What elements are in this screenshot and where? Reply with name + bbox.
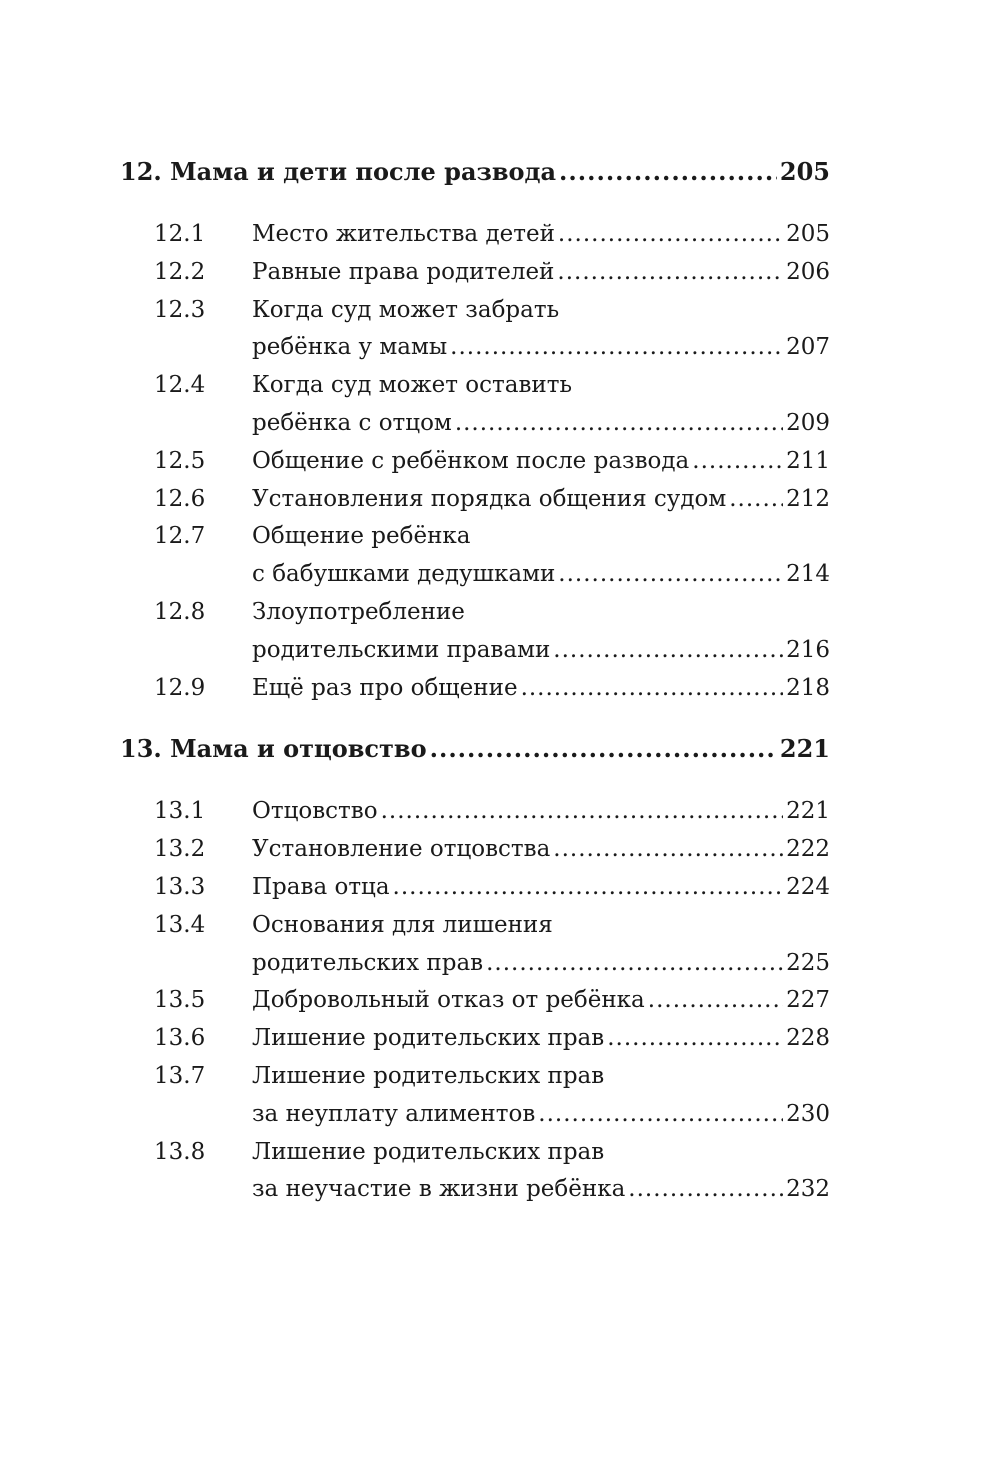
entry-title: Установления порядка общения судом (252, 485, 727, 512)
chapter-page-number: 205 (779, 157, 830, 186)
leader-dots (450, 329, 783, 367)
chapter-title: 13. Мама и отцовство (120, 734, 427, 764)
leader-dots (558, 556, 783, 594)
entry-page-number: 228 (786, 1025, 830, 1052)
leader-dots (430, 727, 777, 771)
leader-dots (486, 945, 783, 983)
entry-title-continued: за неучастие в жизни ребёнка (252, 1176, 626, 1203)
entry-title-continued: за неуплату алиментов (252, 1100, 536, 1127)
leader-dots (607, 1020, 783, 1058)
leader-dots (455, 405, 783, 443)
entry-title: Установление отцовства (252, 836, 551, 863)
leader-dots (538, 1096, 783, 1134)
entry-page-number: 212 (786, 485, 830, 512)
entry-number: 12.9 (154, 674, 206, 701)
entry-title: Основания для лишения (252, 911, 553, 938)
leader-dots (628, 1171, 783, 1209)
leader-dots (559, 150, 777, 194)
entry-number: 13.2 (154, 836, 206, 863)
chapter-title: 12. Мама и дети после развода (120, 157, 557, 186)
entry-title: Общение ребёнка (252, 523, 471, 550)
entry-title: Место жительства детей (252, 221, 555, 247)
entry-number: 13.1 (154, 798, 206, 825)
leader-dots (553, 632, 783, 670)
entry-number: 12.8 (154, 598, 206, 625)
leader-dots (729, 481, 783, 519)
entry-page-number: 216 (786, 636, 830, 663)
leader-dots (553, 831, 783, 869)
chapter-page-number: 221 (779, 734, 830, 764)
entry-number: 12.6 (154, 485, 206, 512)
entry-number: 12.7 (154, 523, 206, 550)
entry-title: Добровольный отказ от ребёнка (252, 987, 645, 1014)
toc-entry[interactable] (120, 982, 830, 1020)
leader-dots (558, 216, 783, 254)
toc-entry[interactable] (120, 793, 830, 831)
toc-entry[interactable] (120, 481, 830, 519)
entry-title: Права отца (252, 873, 390, 900)
entry-number: 12.4 (154, 372, 206, 399)
entry-title-continued: ребёнка у мамы (252, 334, 448, 361)
entry-title-continued: родительскими правами (252, 636, 551, 663)
entry-page-number: 218 (786, 674, 830, 701)
toc-entry[interactable] (120, 831, 830, 869)
entry-page-number: 230 (786, 1100, 830, 1127)
toc-entry[interactable] (120, 443, 830, 481)
entry-title: Отцовство (252, 798, 378, 825)
entry-page-number: 221 (786, 798, 830, 825)
leader-dots (381, 793, 784, 831)
entry-number: 12.5 (154, 447, 206, 474)
entry-title: Когда суд может оставить (252, 372, 573, 399)
leader-dots (692, 443, 783, 481)
entry-title: Ещё раз про общение (252, 674, 518, 701)
entry-number: 13.4 (154, 911, 206, 938)
toc-entry[interactable] (120, 594, 830, 670)
entry-number: 13.7 (154, 1062, 206, 1089)
entry-title: Лишение родительских прав (252, 1062, 605, 1089)
entry-number: 12.1 (154, 221, 206, 247)
entry-page-number: 224 (786, 873, 830, 900)
entry-title: Общение с ребёнком после развода (252, 447, 690, 474)
entry-number: 12.2 (154, 258, 206, 285)
toc-entry[interactable] (120, 216, 830, 254)
toc-entry[interactable] (120, 1020, 830, 1058)
entry-page-number: 222 (786, 836, 830, 863)
toc-entry[interactable] (120, 670, 830, 708)
table-of-contents (120, 150, 830, 1209)
toc-entry[interactable] (120, 869, 830, 907)
entry-title-continued: с бабушками дедушками (252, 561, 556, 588)
chapter-heading[interactable] (120, 150, 830, 194)
leader-dots (557, 254, 783, 292)
entry-number: 13.5 (154, 987, 206, 1014)
entry-page-number: 209 (786, 409, 830, 436)
entry-title: Когда суд может забрать (252, 296, 560, 323)
entry-page-number: 225 (786, 949, 830, 976)
toc-entry[interactable] (120, 518, 830, 594)
entry-title: Равные права родителей (252, 258, 555, 285)
entry-number: 13.8 (154, 1138, 206, 1165)
toc-entry[interactable] (120, 1134, 830, 1210)
toc-entry[interactable] (120, 254, 830, 292)
leader-dots (393, 869, 784, 907)
entry-page-number: 232 (786, 1176, 830, 1203)
entry-number: 13.3 (154, 873, 206, 900)
entry-page-number: 227 (786, 987, 830, 1014)
entry-page-number: 214 (786, 561, 830, 588)
entry-title: Лишение родительских прав (252, 1138, 605, 1165)
toc-entry[interactable] (120, 292, 830, 368)
entry-page-number: 206 (786, 258, 830, 285)
toc-entry[interactable] (120, 907, 830, 983)
toc-entry[interactable] (120, 367, 830, 443)
chapter-heading[interactable] (120, 727, 830, 771)
leader-dots (521, 670, 784, 708)
entry-page-number: 205 (786, 221, 830, 247)
entry-number: 12.3 (154, 296, 206, 323)
leader-dots (648, 982, 783, 1020)
entry-title-continued: ребёнка с отцом (252, 409, 452, 436)
entry-number: 13.6 (154, 1025, 206, 1052)
entry-page-number: 211 (786, 447, 830, 474)
entry-title: Злоупотребление (252, 598, 465, 625)
toc-entry[interactable] (120, 1058, 830, 1134)
entry-page-number: 207 (786, 334, 830, 361)
entry-title-continued: родительских прав (252, 949, 484, 976)
entry-title: Лишение родительских прав (252, 1025, 605, 1052)
